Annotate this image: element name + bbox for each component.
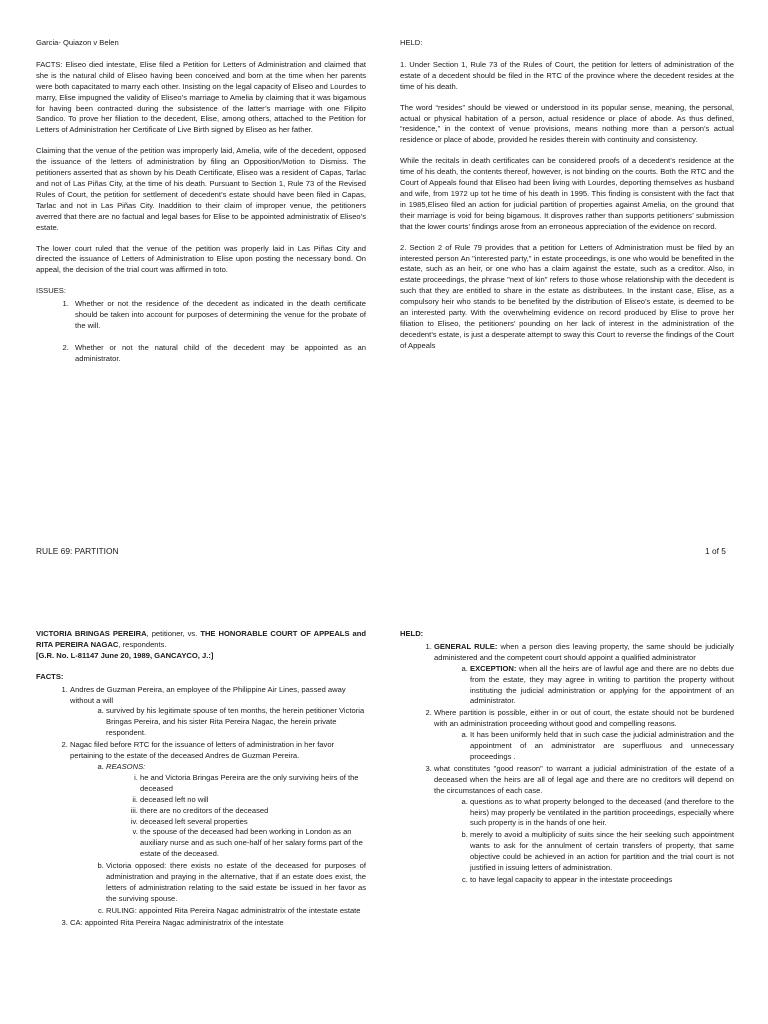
right-column bbox=[400, 629, 734, 887]
reason-item: v. the spouse of the deceased had been working in London as an auxiliary nurse and as such one-half of her salary forms part of the estate of the deceased. bbox=[140, 827, 366, 860]
page-number: 1 of 5 bbox=[705, 546, 726, 556]
facts-paragraph-1: FACTS: Eliseo died intestate, Elise filed a Petition for Letters of Administration and claimed that she is the natural child of Eliseo having been conceived and born at the time when her parents were both capacitated to marry each other. Insisting on the legal capacity of Eliseo and Lourdes to marry, Elise impugned the validity of Eliseo’s marriage to Amelia by claiming that it was bigamous for having been contracted during the subsistence of the latter’s marriage with one Filipito Sandico. To prove her filiation to the decedent, Elise, among others, attached to the Petition for Letters of Administration her Certificate of Live Birth signed by Eliseo as her father. bbox=[36, 59, 366, 135]
page-footer-rule: RULE 69: PARTITION bbox=[36, 546, 119, 556]
issue-item: 2. Whether or not the natural child of the decedent may be appointed as an administrator. bbox=[71, 343, 366, 365]
fact-item: 3. CA: appointed Rita Pereira Nagac administratrix of the intestate bbox=[70, 918, 366, 929]
issues-list bbox=[36, 299, 366, 365]
held-subitem: a. It has been uniformly held that in such case the judicial administration and the appointment of an administrator are superfluous and unnecessary proceedings . bbox=[470, 730, 734, 763]
held-text: Where partition is possible, either in or out of court, the estate should not be burdened with an administration proceeding without good and compelling reasons. bbox=[434, 708, 734, 729]
fact-text: Andres de Guzman Pereira, an employee of the Philippine Air Lines, passed away without a will bbox=[70, 684, 346, 705]
reason-item: ii. deceased left no will bbox=[140, 795, 366, 806]
held-subitem: c. to have legal capacity to appear in the intestate proceedings bbox=[470, 875, 734, 886]
reason-item: iv. deceased left several properties bbox=[140, 817, 366, 828]
held-subitem-label: EXCEPTION: bbox=[470, 663, 517, 673]
held-item-label: GENERAL RULE: bbox=[434, 641, 498, 651]
fact-item bbox=[70, 685, 366, 740]
fact-text: Nagac filed before RTC for the issuance of letters of administration in her favor pertaining to the estate of the deceased Andres de Guzman Pereira. bbox=[70, 740, 335, 761]
held-list bbox=[400, 642, 734, 886]
held-text: what constitutes "good reason" to warrant a judicial administration of the estate of a deceased when the heirs are all of legal age and there are no creditors will depend on the circumstances of each case. bbox=[434, 763, 734, 795]
held-label: HELD: bbox=[400, 38, 423, 47]
held-text: when a person dies leaving property, the same should be judicially administered and the competent court should appoint a qualified administrator bbox=[434, 641, 734, 662]
case-caption bbox=[36, 629, 366, 662]
issues-label: ISSUES: bbox=[36, 286, 66, 296]
held-sublist bbox=[434, 797, 734, 886]
left-column bbox=[36, 629, 366, 930]
held-paragraph-3: While the recitals in death certificates can be considered proofs of a decedent’s residence at the time of his death, the contents thereof, however, is not binding on the courts. Both the RTC and the Court of Appeals found that Eliseo had been living with Lourdes, deporting themselves as husband and wife, from 1972 up tot he time of his death in 1995. This finding is consistent with the fact that in 1985,Eliseo filed an action for judicial partition of properties against Amelia, on the ground that their marriage is void for being bigamous. It disproves rather than supports petitioners’ submission that the lower courts’ findings arose from an erroneous appreciation of the evidence on record. bbox=[400, 156, 734, 231]
held-sublist bbox=[434, 730, 734, 763]
held-text: when all the heirs are of lawful age and there are no debts due from the estate, they may agree in writing to partition the property without instituting the judicial administration or applying for the appointment of an administrator. bbox=[470, 663, 734, 706]
held-item bbox=[434, 764, 734, 886]
held-label: HELD: bbox=[400, 629, 424, 638]
held-subitem: a. questions as to what property belonged to the deceased (and therefore to the heirs) may properly be ventilated in the partition proceedings, especially where such property is in the hands of one heir. bbox=[470, 797, 734, 830]
held-item bbox=[434, 642, 734, 707]
fact-subitem: c. RULING: appointed Rita Pereira Nagac administratrix of the intestate estate bbox=[106, 906, 366, 917]
left-column bbox=[36, 38, 366, 376]
fact-subitem: a. survived by his legitimate spouse of ten months, the herein petitioner Victoria Bringas Pereira, and his sister Rita Pereira Nagac, the herein private respondent. bbox=[106, 706, 366, 739]
fact-item bbox=[70, 740, 366, 917]
reasons-list bbox=[106, 773, 366, 860]
held-paragraph-1: 1. Under Section 1, Rule 73 of the Rules of Court, the petition for letters of administration of the estate of a decedent should be filed in the RTC of the province where the decedent resides at the time of his death. bbox=[400, 59, 734, 91]
held-subitem bbox=[470, 664, 734, 708]
case-title: Garcia- Quiazon v Belen bbox=[36, 38, 119, 47]
facts-label: FACTS: bbox=[36, 671, 64, 681]
fact-sublist bbox=[70, 706, 366, 739]
held-paragraph-4: 2. Section 2 of Rule 79 provides that a petition for Letters of Administration must be filed by an interested person An "interested party," in estate proceedings, is one who would be benefited in the estate, such as an heir, or one who has a claim against the estate, such as a creditor. Also, in estate proceedings, the phrase "next of kin" refers to those whose relationship with the decedent is such that they are entitled to share in the estate as distributees. In the instant case, Elise, as a compulsory heir who stands to be benefited by the distribution of Eliseo’s estate, is deemed to be an interested party. With the overwhelming evidence on record produced by Elise to prove her filiation to Eliseo, the petitioners’ pounding on her lack of interest in the administration of the decedent’s estate, is just a desperate attempt to sway this Court to reverse the findings of the Court of Appeals bbox=[400, 242, 734, 350]
case-citation: [G.R. No. L-81147 June 20, 1989, GANCAYCO, J.:] bbox=[36, 650, 214, 660]
held-sublist bbox=[434, 664, 734, 708]
reason-item: iii. there are no creditors of the deceased bbox=[140, 806, 366, 817]
caption-text: , petitioner, vs. bbox=[146, 629, 201, 638]
facts-paragraph-2: Claiming that the venue of the petition was improperly laid, Amelia, wife of the decedent, opposed the issuance of the letters of administration by filing an Opposition/Motion to Dismiss. The petitioners asserted that as shown by his Death Certificate, Eliseo was a resident of Capas, Tarlac and not of Las Piñas City, at the time of his death. Pursuant to Section 1, Rule 73 of the Revised Rules of Court, the petition for settlement of decedent’s estate should have been filed in Capas, Tarlac and not in Las Piñas City. Inaddition to their claim of improper venue, the petitioners averred that there are no factual and legal bases for Elise to be appointed administratix of Eliseo’s estate. bbox=[36, 146, 366, 232]
fact-sublist bbox=[70, 762, 366, 917]
held-item bbox=[434, 708, 734, 763]
reasons-label: REASONS: bbox=[106, 761, 146, 771]
fact-subitem bbox=[106, 762, 366, 860]
document-page-2 bbox=[0, 575, 768, 1024]
held-paragraph-2: The word “resides” should be viewed or understood in its popular sense, meaning, the personal, actual or physical habitation of a person, actual residence or place of abode. As thus defined, “residence,” in the context of venue provisions, means nothing more than a person’s actual residence or place of abode, provided he resides therein with continuity and consistency. bbox=[400, 102, 734, 145]
respondent-name: THE HONORABLE COURT OF APPEALS and RITA PEREIRA NAGAC bbox=[36, 629, 366, 649]
caption-text: , respondents. bbox=[118, 639, 167, 649]
held-subitem: b. merely to avoid a multiplicity of suits since the heir seeking such appointment wants to ask for the annulment of certain transfers of property, that same objective could be achieved in an action for partition and the trial court is not justified in issuing letters of administration. bbox=[470, 830, 734, 874]
reason-item: i. he and Victoria Bringas Pereira are the only surviving heirs of the deceased bbox=[140, 773, 366, 795]
facts-list bbox=[36, 685, 366, 929]
fact-subitem: b. Victoria opposed: there exists no estate of the deceased for purposes of administration and praying in the alternative, that if an estate does exist, the letters of administration relating to the said estate be issued in her favor as the surviving spouse. bbox=[106, 861, 366, 905]
facts-paragraph-3: The lower court ruled that the venue of the petition was properly laid in Las Piñas City and directed the issuance of Letters of Administration to Elise upon posting the necessary bond. On appeal, the decision of the trial court was affirmed in toto. bbox=[36, 243, 366, 275]
petitioner-name: VICTORIA BRINGAS PEREIRA bbox=[36, 629, 147, 638]
right-column bbox=[400, 38, 734, 362]
issue-item: 1. Whether or not the residence of the decedent as indicated in the death certificate should be taken into account for purposes of determining the venue for the probate of the will. bbox=[71, 299, 366, 332]
